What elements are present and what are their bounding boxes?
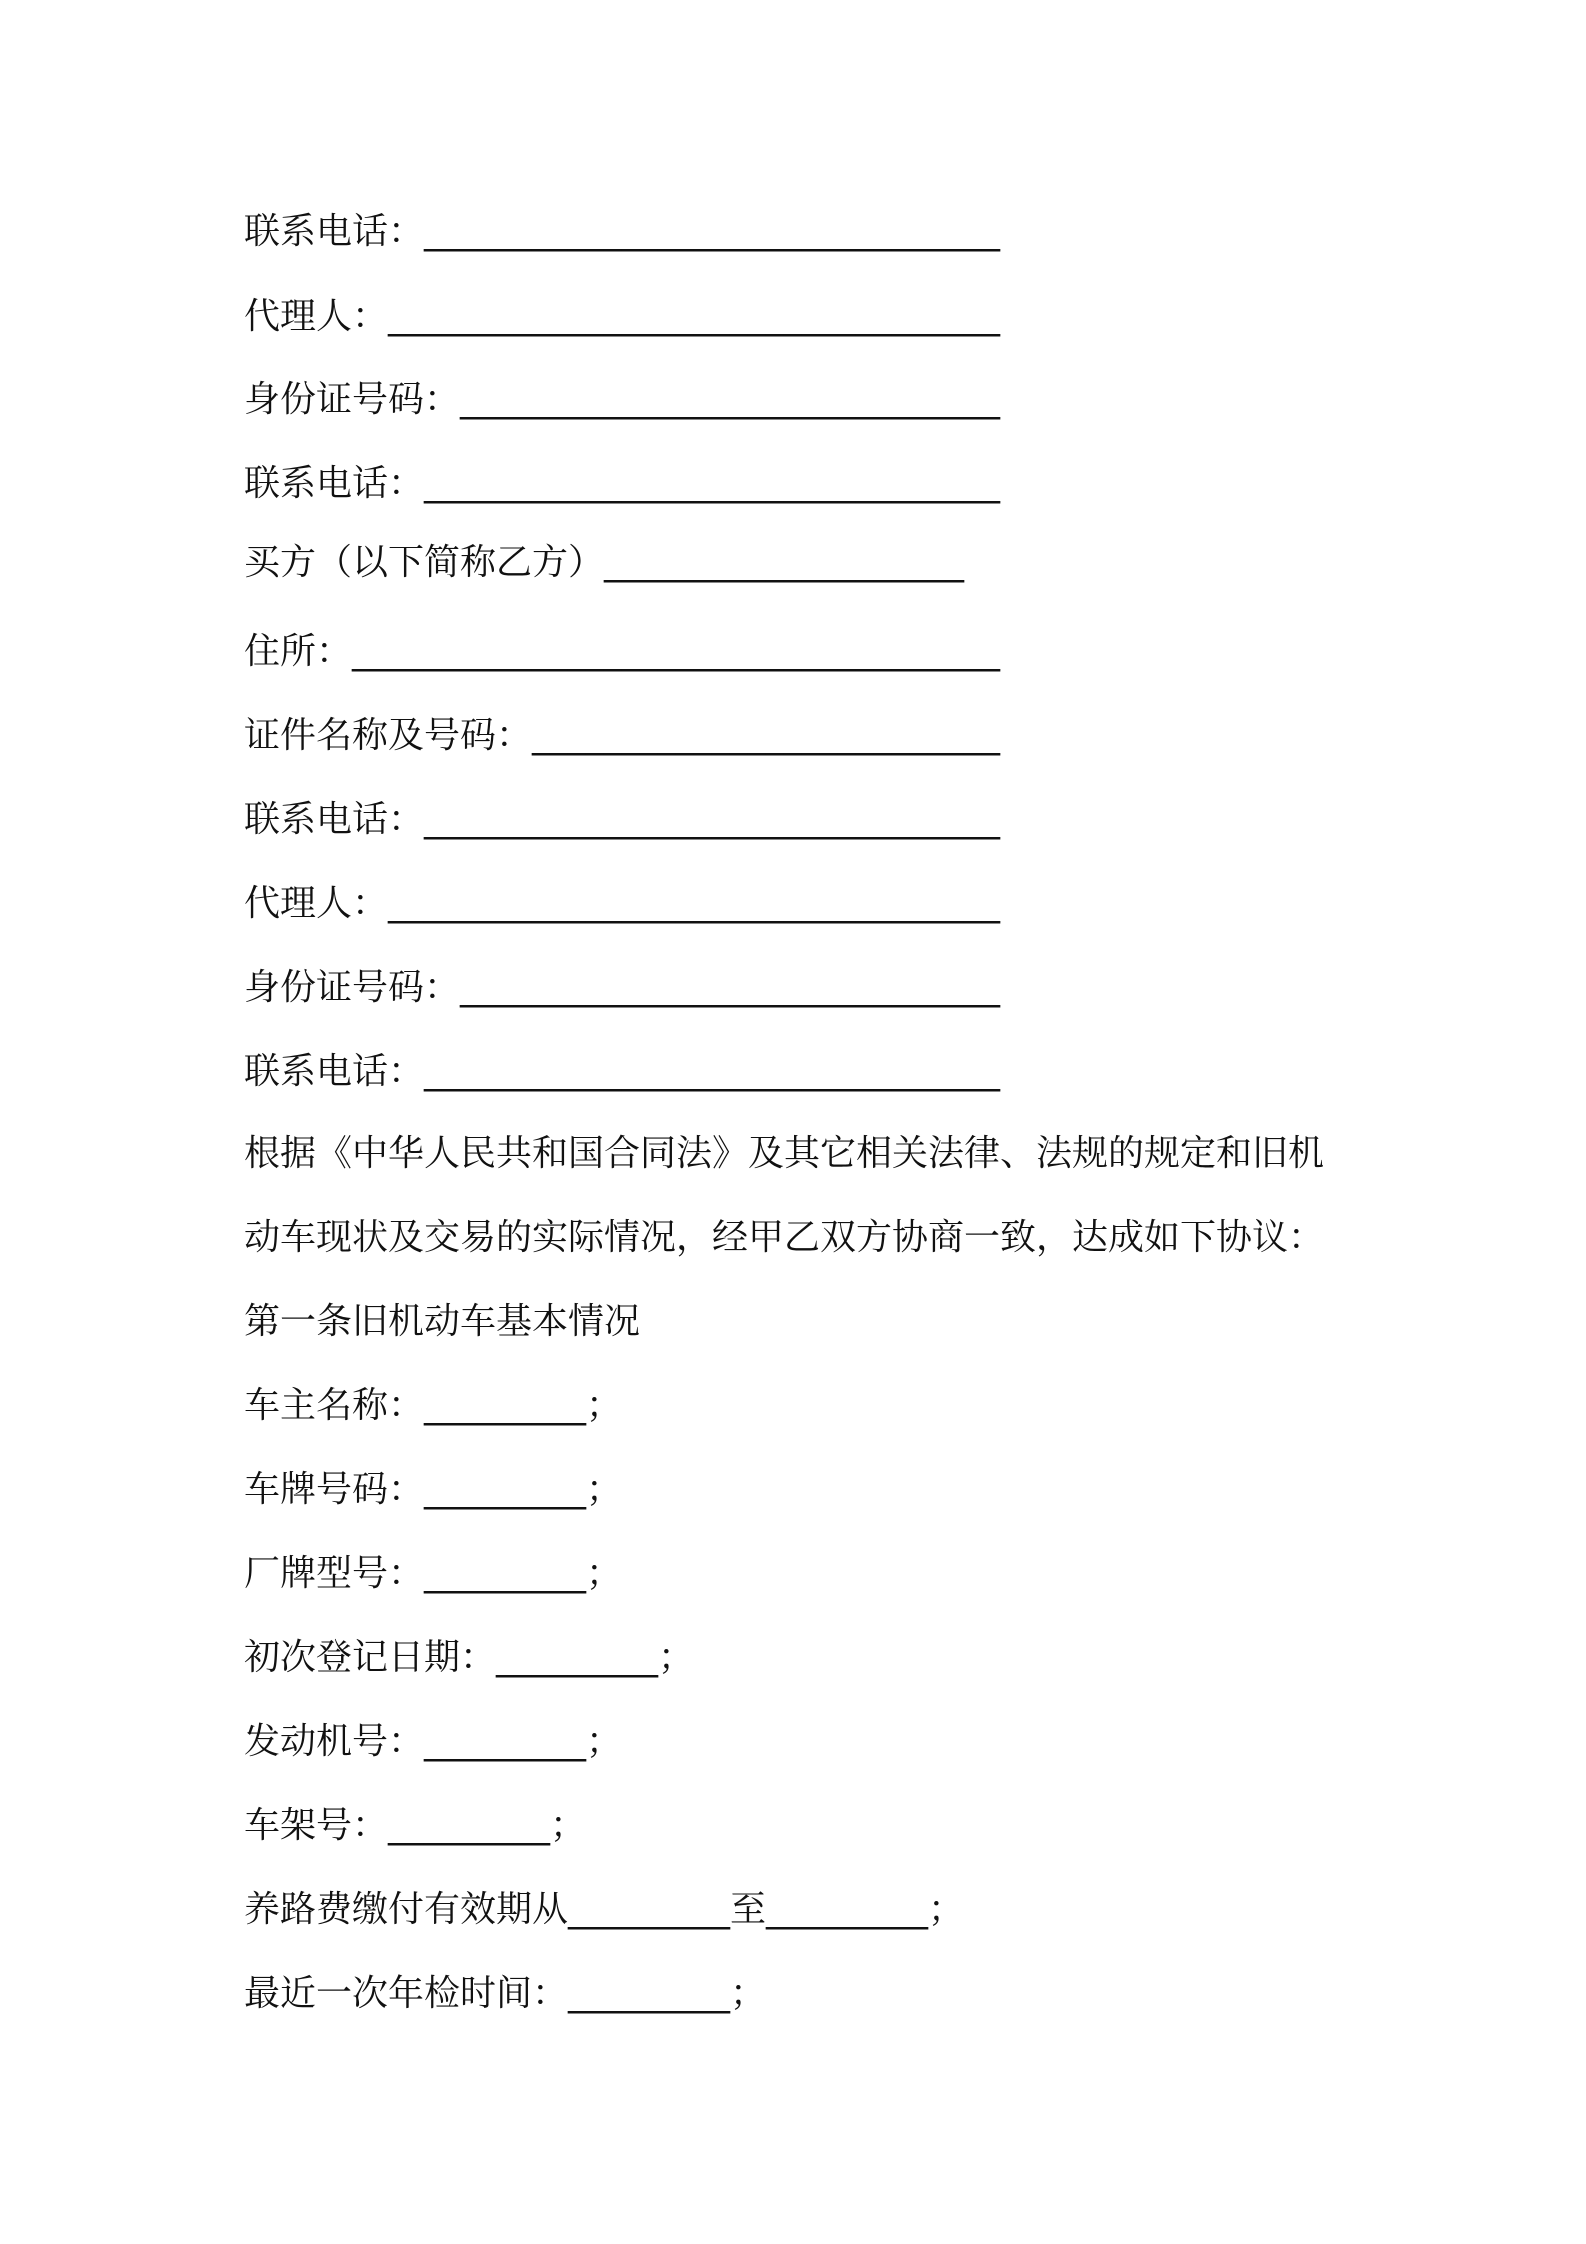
road-fee-validity-line: 养路费缴付有效期从_________至_________； [244, 1889, 965, 1930]
buyer-address-line: 住所：____________________________________ [244, 631, 1001, 672]
buyer-heading: 买方（以下简称乙方）____________________ [244, 542, 965, 583]
buyer-agent-id-line: 身份证号码：______________________________ [244, 967, 1001, 1008]
preamble-line-2: 动车现状及交易的实际情况，经甲乙双方协商一致，达成如下协议： [244, 1217, 1325, 1258]
seller-phone-line: 联系电话：________________________________ [244, 211, 1001, 252]
frame-number-line: 车架号：_________； [244, 1805, 587, 1846]
seller-agent-id-line: 身份证号码：______________________________ [244, 379, 1001, 420]
last-inspection-line: 最近一次年检时间：_________； [244, 1973, 767, 2014]
buyer-phone-line: 联系电话：________________________________ [244, 799, 1001, 840]
plate-number-line: 车牌号码：_________； [244, 1469, 623, 1510]
seller-agent-phone-line: 联系电话：________________________________ [244, 463, 1001, 504]
engine-number-line: 发动机号：_________； [244, 1721, 623, 1762]
buyer-id-doc-line: 证件名称及号码：__________________________ [244, 715, 1001, 756]
seller-agent-line: 代理人：__________________________________ [244, 296, 1001, 337]
brand-model-line: 厂牌型号：_________； [244, 1553, 623, 1594]
preamble-line-1: 根据《中华人民共和国合同法》及其它相关法律、法规的规定和旧机 [244, 1133, 1325, 1174]
first-registration-line: 初次登记日期：_________； [244, 1637, 695, 1678]
buyer-agent-line: 代理人：__________________________________ [244, 883, 1001, 924]
article-1-title: 第一条旧机动车基本情况 [244, 1301, 641, 1342]
owner-name-line: 车主名称：_________； [244, 1385, 623, 1426]
buyer-agent-phone-line: 联系电话：________________________________ [244, 1051, 1001, 1092]
